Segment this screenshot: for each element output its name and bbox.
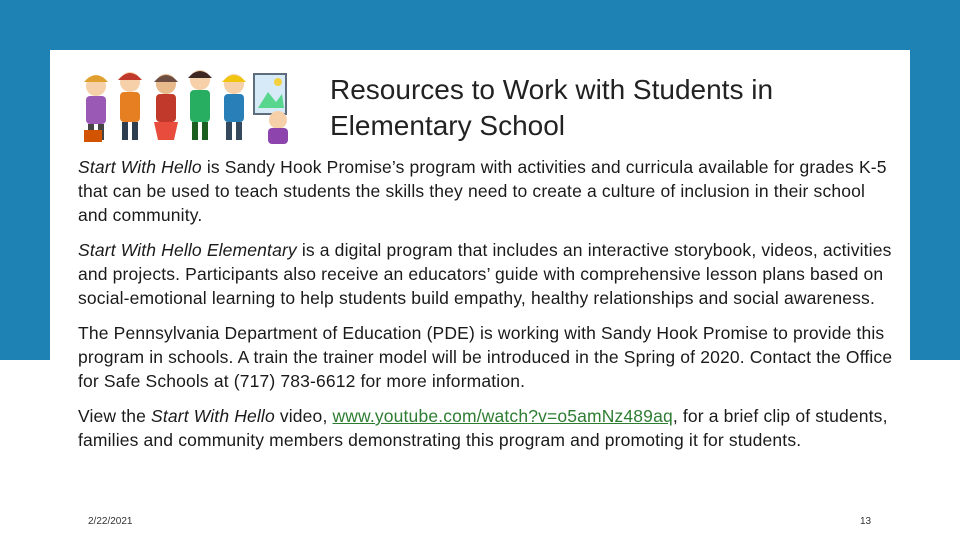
title-line-1: Resources to Work with Students in [330,74,774,105]
paragraph-4-text-c: , for a brief clip of students, families and community members demonstrating this program and promoting it for students. [78,406,888,450]
paragraph-4 [78,404,893,452]
title-line-2: Elementary School [330,110,566,141]
paragraph-2 [78,238,893,310]
program-name-elementary: Start With Hello Elementary [78,240,297,260]
page-number: 13 [860,516,872,527]
program-name-video: Start With Hello [151,406,275,426]
footer-date: 2/22/2021 [88,516,133,527]
youtube-link[interactable]: www.youtube.com/watch?v=o5amNz489aq [332,406,673,426]
slide-body [78,155,893,463]
paragraph-3: The Pennsylvania Department of Education (PDE) is working with Sandy Hook Promise to provide this program in schools. A train the trainer model will be introduced in the Spring of 2020. Contact the Office for Safe Schools at (717) 783-6612 for more information. [78,323,893,391]
program-name: Start With Hello [78,157,202,177]
paragraph-1-text: is Sandy Hook Promise’s program with activities and curricula available for grades K-5 that can be used to teach students the skills they need to create a culture of inclusion in their school and community. [78,157,887,225]
paragraph-1 [78,155,893,227]
paragraph-4-text-b: video, [274,406,333,426]
paragraph-4-text-a: View the [78,406,152,426]
slide-title [330,72,890,144]
children-clipart-icon [78,64,304,148]
paragraph-2-text: is a digital program that includes an interactive storybook, videos, activities and projects. Participants also receive an educators’ guide with comprehensive lesson plans based on social-emotional learning to help students build empathy, healthy relationships and social awareness. [78,240,892,308]
